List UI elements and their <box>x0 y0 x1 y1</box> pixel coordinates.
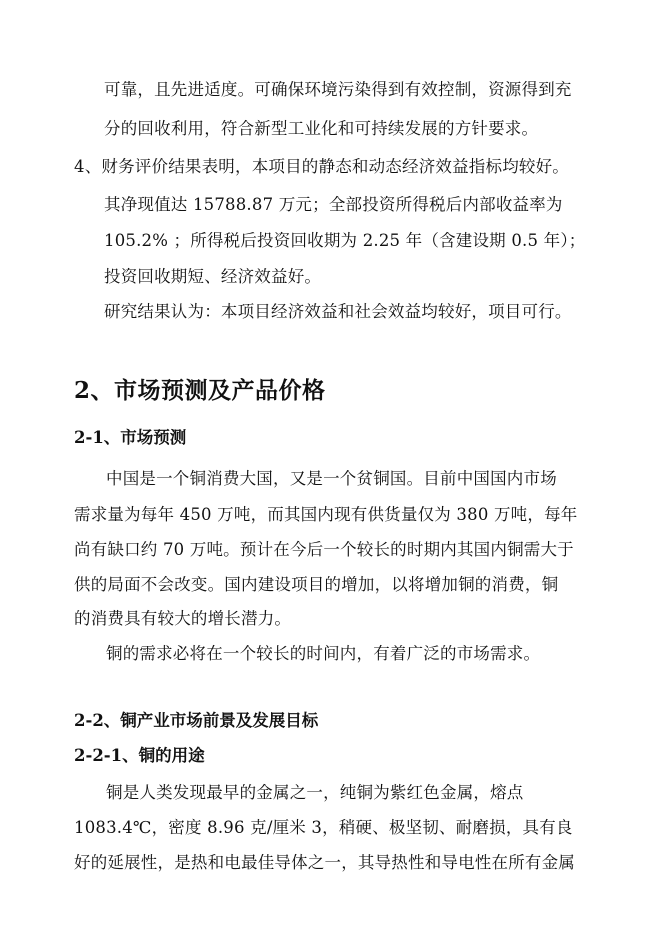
market-paragraph-line-3: 尚有缺口约 70 万吨。预计在今后一个较长的时期内其国内铜需大于 <box>74 540 574 559</box>
section-2-2-1-heading: 2-2-1、铜的用途 <box>74 746 205 765</box>
section-2-1-heading: 2-1、市场预测 <box>74 428 187 447</box>
intro-line-2: 分的回收利用，符合新型工业化和可持续发展的方针要求。 <box>104 119 539 138</box>
copper-use-line-2: 1083.4℃，密度 8.96 克/厘米 3，稍硬、极坚韧、耐磨损，具有良 <box>74 818 573 837</box>
section-2-heading: 2、市场预测及产品价格 <box>74 377 326 404</box>
item-4-line-4: 投资回收期短、经济效益好。 <box>104 267 322 286</box>
item-4-line-1: 4、财务评价结果表明，本项目的静态和动态经济效益指标均较好。 <box>74 157 569 176</box>
market-paragraph-line-1: 中国是一个铜消费大国，又是一个贫铜国。目前中国国内市场 <box>106 469 557 488</box>
copper-use-line-1: 铜是人类发现最早的金属之一，纯铜为紫红色金属，熔点 <box>106 783 524 802</box>
intro-line-1: 可靠，且先进适度。可确保环境污染得到有效控制，资源得到充 <box>104 80 572 99</box>
item-4-line-2: 其净现值达 15788.87 万元；全部投资所得税后内部收益率为 <box>104 195 563 214</box>
item-4-line-3: 105.2% ；所得税后投资回收期为 2.25 年（含建设期 0.5 年）； <box>104 231 586 250</box>
section-2-2-heading: 2-2、铜产业市场前景及发展目标 <box>74 711 319 730</box>
conclusion-line: 研究结果认为：本项目经济效益和社会效益均较好，项目可行。 <box>104 302 572 321</box>
market-demand-line: 铜的需求必将在一个较长的时间内，有着广泛的市场需求。 <box>106 644 541 663</box>
copper-use-line-3: 好的延展性，是热和电最佳导体之一，其导热性和导电性在所有金属 <box>74 853 575 872</box>
market-paragraph-line-2: 需求量为每年 450 万吨，而其国内现有供货量仅为 380 万吨，每年 <box>74 505 578 524</box>
market-paragraph-line-4: 供的局面不会改变。国内建设项目的增加，以将增加铜的消费，铜 <box>74 575 559 594</box>
market-paragraph-line-5: 的消费具有较大的增长潜力。 <box>74 609 292 628</box>
